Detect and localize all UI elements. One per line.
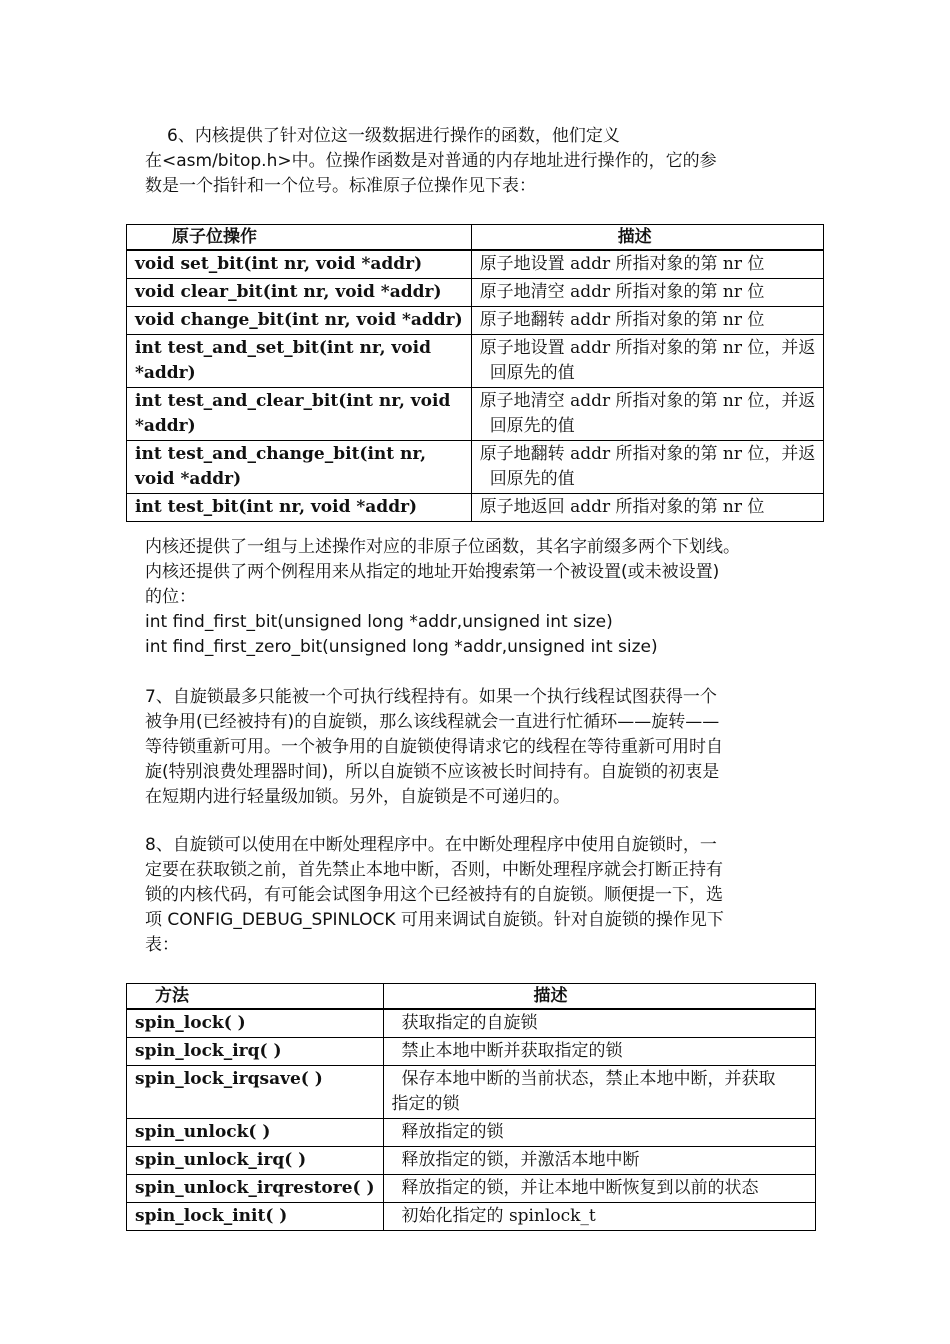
description-cell bbox=[383, 1119, 815, 1147]
table-row bbox=[127, 1066, 816, 1119]
text-line: 数是一个指针和一个位号。标准原子位操作见下表： bbox=[145, 176, 536, 196]
description-text: 释放指定的锁，并激活本地中断 bbox=[401, 1150, 640, 1170]
text-line: 旋(特别浪费处理器时间)，所以自旋锁不应该被长时间持有。自旋锁的初衷是 bbox=[145, 762, 720, 782]
description-text: 原子地清空 addr 所指对象的第 nr 位 bbox=[479, 282, 765, 302]
function-text: void *addr) bbox=[135, 469, 242, 489]
method-cell bbox=[127, 1203, 384, 1231]
description-cell bbox=[471, 388, 824, 441]
text-line: 锁的内核代码，有可能会试图争用这个已经被持有的自旋锁。顺便提一下，选 bbox=[145, 885, 723, 905]
description-text: 释放指定的锁，并让本地中断恢复到以前的状态 bbox=[401, 1178, 759, 1198]
text-line: 6、内核提供了针对位这一级数据进行操作的函数，他们定义 bbox=[167, 126, 620, 146]
method-cell bbox=[127, 1147, 384, 1175]
description-text: 释放指定的锁 bbox=[401, 1122, 504, 1142]
find-first-bit-signature: int find_first_bit(unsigned long *addr,unsigned int size) bbox=[145, 612, 613, 632]
description-text: 初始化指定的 spinlock_t bbox=[401, 1206, 596, 1226]
text-line: 等待锁重新可用。一个被争用的自旋锁使得请求它的线程在等待重新可用时自 bbox=[145, 737, 723, 757]
function-text: int test_bit(int nr, void *addr) bbox=[135, 497, 418, 517]
function-text: void clear_bit(int nr, void *addr) bbox=[135, 282, 442, 302]
table-header-row bbox=[127, 225, 824, 251]
function-cell bbox=[127, 307, 472, 335]
function-cell bbox=[127, 388, 472, 441]
description-cell bbox=[383, 1175, 815, 1203]
description-text: 原子地清空 addr 所指对象的第 nr 位，并返 bbox=[479, 391, 816, 411]
method-cell bbox=[127, 1038, 384, 1066]
text-line: 项 CONFIG_DEBUG_SPINLOCK 可用来调试自旋锁。针对自旋锁的操作见下 bbox=[145, 910, 724, 930]
description-cell bbox=[383, 1009, 815, 1038]
function-cell bbox=[127, 279, 472, 307]
function-text: int test_and_clear_bit(int nr, void bbox=[135, 391, 451, 411]
function-text: *addr) bbox=[135, 363, 196, 383]
function-cell bbox=[127, 494, 472, 522]
method-cell bbox=[127, 1066, 384, 1119]
method-text: spin_lock_irq( ) bbox=[135, 1041, 282, 1061]
description-text: 保存本地中断的当前状态，禁止本地中断，并获取 bbox=[401, 1069, 776, 1089]
description-cell bbox=[383, 1066, 815, 1119]
function-text: void change_bit(int nr, void *addr) bbox=[135, 310, 463, 330]
function-cell bbox=[127, 441, 472, 494]
method-text: spin_unlock( ) bbox=[135, 1122, 271, 1142]
function-text: *addr) bbox=[135, 416, 196, 436]
function-cell bbox=[127, 250, 472, 279]
description-text: 原子地返回 addr 所指对象的第 nr 位 bbox=[479, 497, 765, 517]
description-cell bbox=[471, 335, 824, 388]
text-line: 在<asm/bitop.h>中。位操作函数是对普通的内存地址进行操作的，它的参 bbox=[145, 151, 717, 171]
text-line: 在短期内进行轻量级加锁。另外，自旋锁是不可递归的。 bbox=[145, 787, 570, 807]
column-header-description: 描述 bbox=[383, 984, 815, 1010]
table-row bbox=[127, 250, 824, 279]
table-row bbox=[127, 1147, 816, 1175]
section-7-paragraph bbox=[145, 685, 815, 810]
description-cell bbox=[471, 494, 824, 522]
method-text: spin_unlock_irq( ) bbox=[135, 1150, 307, 1170]
method-cell bbox=[127, 1009, 384, 1038]
method-text: spin_lock_init( ) bbox=[135, 1206, 288, 1226]
section-6-paragraph bbox=[145, 124, 815, 199]
nonatomic-and-find-paragraph bbox=[145, 535, 815, 660]
text-line: 7、自旋锁最多只能被一个可执行线程持有。如果一个执行线程试图获得一个 bbox=[145, 687, 717, 707]
table-row bbox=[127, 335, 824, 388]
description-text: 原子地翻转 addr 所指对象的第 nr 位 bbox=[479, 310, 765, 330]
table-row bbox=[127, 1119, 816, 1147]
table-row bbox=[127, 1009, 816, 1038]
table-row bbox=[127, 307, 824, 335]
method-text: spin_unlock_irqrestore( ) bbox=[135, 1178, 375, 1198]
description-text: 原子地设置 addr 所指对象的第 nr 位 bbox=[479, 254, 765, 274]
function-text: int test_and_change_bit(int nr, bbox=[135, 444, 427, 464]
description-text: 禁止本地中断并获取指定的锁 bbox=[401, 1041, 623, 1061]
description-cell bbox=[471, 441, 824, 494]
table-row bbox=[127, 388, 824, 441]
description-text: 回原先的值 bbox=[489, 469, 575, 489]
text-line: 的位： bbox=[145, 587, 196, 607]
text-line: 表： bbox=[145, 935, 179, 955]
function-text: void set_bit(int nr, void *addr) bbox=[135, 254, 423, 274]
text-line: 定要在获取锁之前，首先禁止本地中断，否则，中断处理程序就会打断正持有 bbox=[145, 860, 723, 880]
column-header-operation: 原子位操作 bbox=[127, 225, 472, 251]
function-cell bbox=[127, 335, 472, 388]
table-row bbox=[127, 494, 824, 522]
description-text: 指定的锁 bbox=[391, 1094, 460, 1114]
description-cell bbox=[383, 1038, 815, 1066]
find-first-zero-bit-signature: int find_first_zero_bit(unsigned long *addr,unsigned int size) bbox=[145, 637, 658, 657]
method-text: spin_lock( ) bbox=[135, 1013, 246, 1033]
description-cell bbox=[383, 1203, 815, 1231]
method-cell bbox=[127, 1175, 384, 1203]
table-row bbox=[127, 279, 824, 307]
description-cell bbox=[383, 1147, 815, 1175]
description-text: 原子地设置 addr 所指对象的第 nr 位，并返 bbox=[479, 338, 816, 358]
description-cell bbox=[471, 279, 824, 307]
atomic-bit-ops-table bbox=[126, 224, 824, 522]
description-text: 获取指定的自旋锁 bbox=[401, 1013, 538, 1033]
spinlock-ops-table bbox=[126, 983, 816, 1231]
description-cell bbox=[471, 250, 824, 279]
method-text: spin_lock_irqsave( ) bbox=[135, 1069, 323, 1089]
description-text: 回原先的值 bbox=[489, 363, 575, 383]
description-cell bbox=[471, 307, 824, 335]
section-8-paragraph bbox=[145, 833, 815, 958]
text-line: 被争用(已经被持有)的自旋锁，那么该线程就会一直进行忙循环——旋转—— bbox=[145, 712, 720, 732]
table-header-row bbox=[127, 984, 816, 1010]
table-row bbox=[127, 441, 824, 494]
text-line: 8、自旋锁可以使用在中断处理程序中。在中断处理程序中使用自旋锁时，一 bbox=[145, 835, 717, 855]
text-line: 内核还提供了两个例程用来从指定的地址开始搜索第一个被设置(或未被设置) bbox=[145, 562, 720, 582]
column-header-method: 方法 bbox=[127, 984, 384, 1010]
table-row bbox=[127, 1203, 816, 1231]
text-line: 内核还提供了一组与上述操作对应的非原子位函数，其名字前缀多两个下划线。 bbox=[145, 537, 740, 557]
column-header-description: 描述 bbox=[471, 225, 824, 251]
function-text: int test_and_set_bit(int nr, void bbox=[135, 338, 431, 358]
table-row bbox=[127, 1175, 816, 1203]
method-cell bbox=[127, 1119, 384, 1147]
table-row bbox=[127, 1038, 816, 1066]
description-text: 原子地翻转 addr 所指对象的第 nr 位，并返 bbox=[479, 444, 816, 464]
description-text: 回原先的值 bbox=[489, 416, 575, 436]
